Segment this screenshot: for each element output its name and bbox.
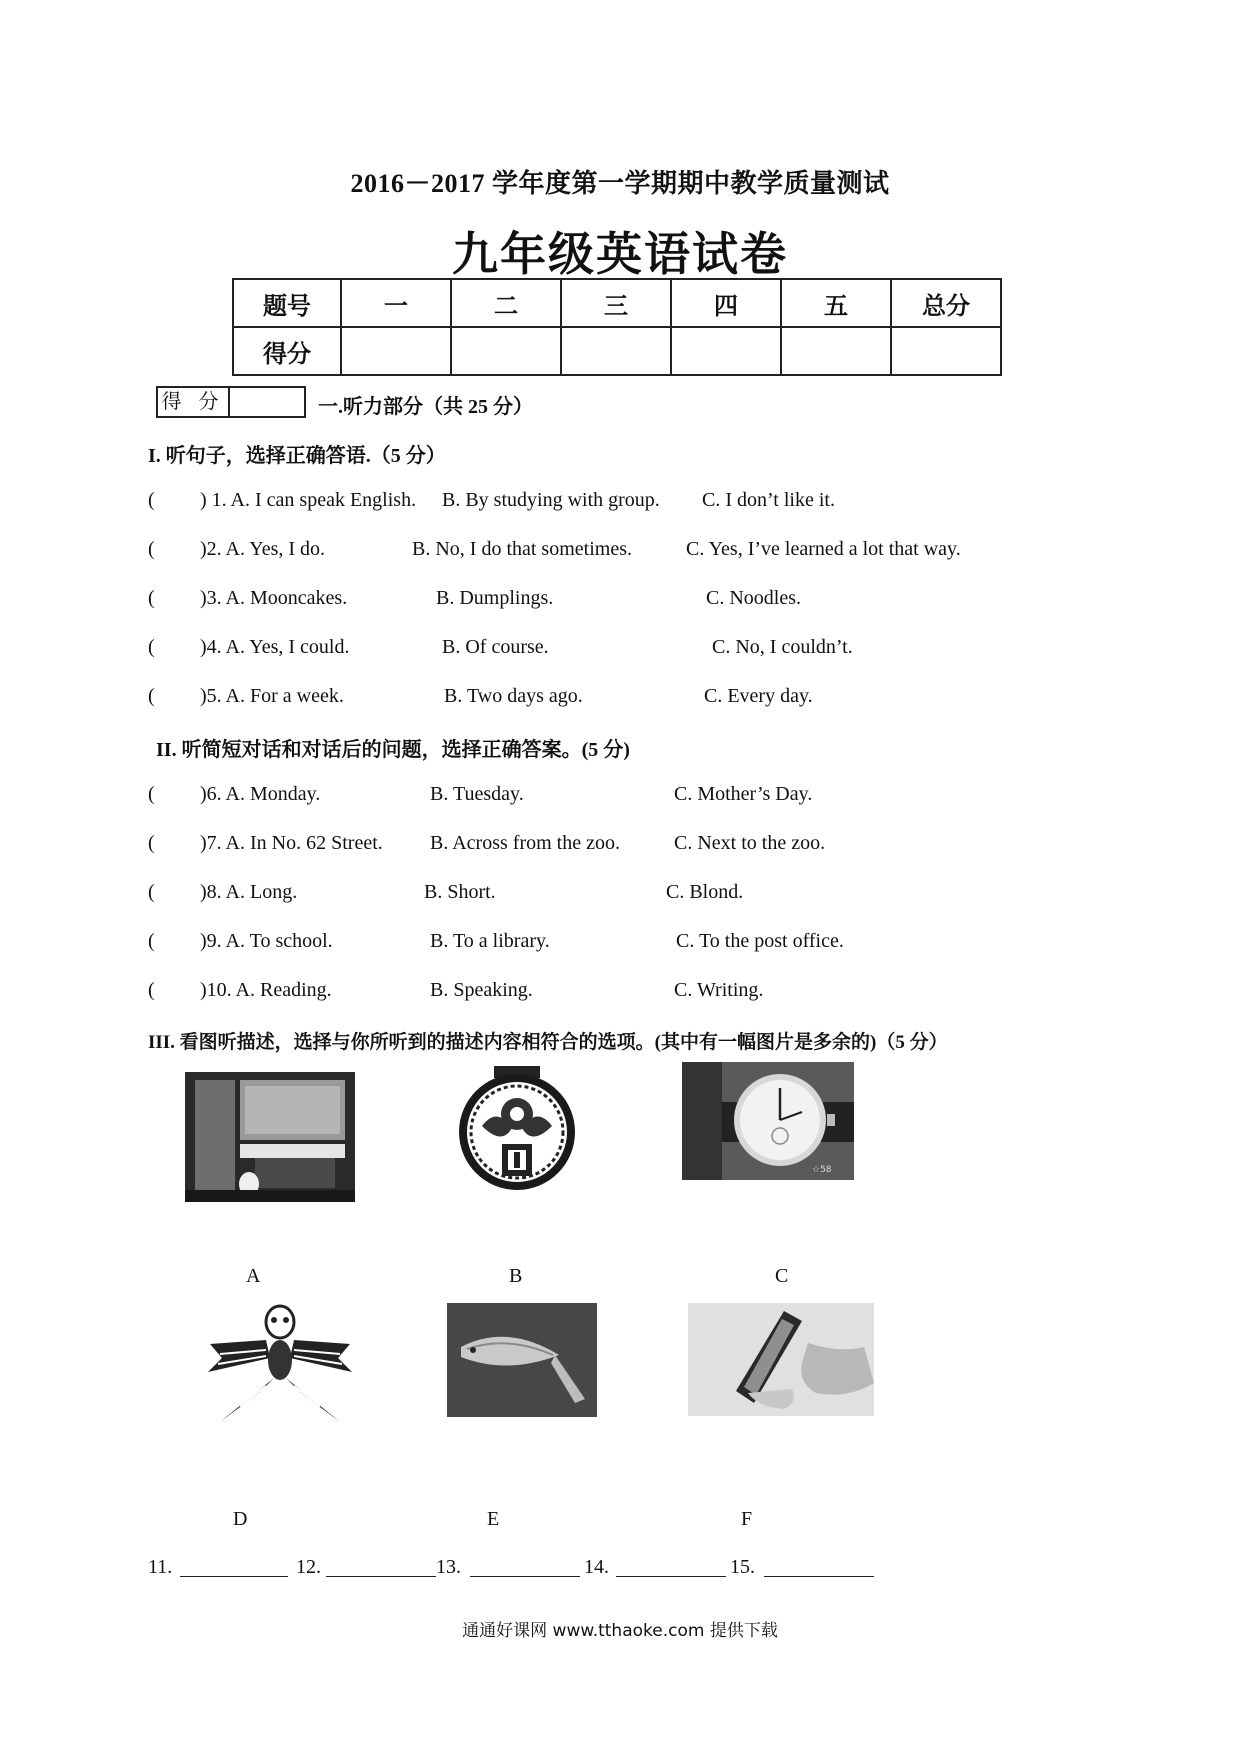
score-input-cell[interactable] [341, 327, 451, 375]
question-6 [148, 783, 813, 806]
option-b: B. Two days ago. [444, 685, 583, 707]
option-b: B. Tuesday. [430, 783, 524, 805]
option-a: )3. A. Mooncakes. [200, 587, 348, 609]
kite-photo [200, 1300, 360, 1430]
option-c: C. Writing. [674, 979, 764, 1001]
blank-label: 15. [730, 1556, 755, 1578]
option-a: )6. A. Monday. [200, 783, 321, 805]
option-b: B. Speaking. [430, 979, 533, 1001]
blank-label: 11. [148, 1556, 173, 1578]
part-score-box[interactable] [156, 386, 306, 418]
score-table-cell: 四 [671, 279, 781, 327]
answer-paren[interactable]: ( [148, 587, 155, 609]
option-b: B. By studying with group. [442, 489, 660, 511]
answer-paren[interactable]: ( [148, 930, 155, 952]
option-b: B. To a library. [430, 930, 550, 952]
section1-title: I. 听句子，选择正确答语.（5 分） [148, 445, 446, 467]
caption-f: F [741, 1508, 753, 1530]
caption-a: A [246, 1265, 261, 1287]
answer-paren[interactable]: ( [148, 881, 155, 903]
score-input-cell[interactable] [561, 327, 671, 375]
answer-paren[interactable]: ( [148, 685, 155, 707]
score-table-cell: 三 [561, 279, 671, 327]
score-table-cell: 二 [451, 279, 561, 327]
option-c: C. I don’t like it. [702, 489, 835, 511]
part-score-label: 得 分 [158, 388, 230, 416]
paper-cut-photo [432, 1066, 602, 1196]
answer-paren[interactable]: ( [148, 832, 155, 854]
option-c: C. Yes, I’ve learned a lot that way. [686, 538, 961, 560]
option-b: B. Dumplings. [436, 587, 554, 609]
option-c: C. Next to the zoo. [674, 832, 826, 854]
fish-photo [447, 1303, 597, 1417]
question-9 [148, 930, 844, 953]
question-5 [148, 685, 813, 708]
option-c: C. Mother’s Day. [674, 783, 813, 805]
answer-blank-13[interactable] [470, 1576, 580, 1577]
question-10 [148, 979, 764, 1002]
answer-paren[interactable]: ( [148, 489, 155, 511]
option-a: )7. A. In No. 62 Street. [200, 832, 383, 854]
option-c: C. Every day. [704, 685, 813, 707]
section3-title: III. 看图听描述，选择与你所听到的描述内容相符合的选项。(其中有一幅图片是多余的)（5 分） [148, 1032, 948, 1053]
part1-title: 一.听力部分（共 25 分） [318, 396, 533, 418]
option-a: )8. A. Long. [200, 881, 298, 903]
option-c: C. Blond. [666, 881, 744, 903]
option-b: B. Short. [424, 881, 496, 903]
score-table-cell: 五 [781, 279, 891, 327]
score-row-label: 得分 [233, 327, 341, 375]
option-b: B. Of course. [442, 636, 549, 658]
option-a: )4. A. Yes, I could. [200, 636, 350, 658]
option-a: )5. A. For a week. [200, 685, 344, 707]
answer-blank-15[interactable] [764, 1576, 874, 1577]
question-1 [148, 489, 835, 512]
option-a: )9. A. To school. [200, 930, 333, 952]
answer-blank-14[interactable] [616, 1576, 726, 1577]
option-c: C. No, I couldn’t. [712, 636, 853, 658]
blank-label: 13. [436, 1556, 461, 1578]
question-2 [148, 538, 961, 561]
answer-paren[interactable]: ( [148, 636, 155, 658]
score-input-cell[interactable] [781, 327, 891, 375]
question-4 [148, 636, 853, 659]
answer-blank-12[interactable] [326, 1576, 436, 1577]
caption-b: B [509, 1265, 523, 1287]
blank-label: 14. [584, 1556, 609, 1578]
svg-text:☆58: ☆58 [812, 1165, 832, 1175]
option-a: )10. A. Reading. [200, 979, 332, 1001]
option-b: B. No, I do that sometimes. [412, 538, 632, 560]
score-table-cell: 总分 [891, 279, 1001, 327]
footer-credit: 通通好课网 www.tthaoke.com 提供下载 [462, 1621, 778, 1641]
watch-photo [682, 1062, 854, 1180]
score-table [232, 278, 1002, 376]
answer-paren[interactable]: ( [148, 979, 155, 1001]
option-c: C. To the post office. [676, 930, 844, 952]
phone-photo [688, 1303, 874, 1416]
blank-label: 12. [296, 1556, 321, 1578]
option-a: ) 1. A. I can speak English. [200, 489, 417, 511]
caption-d: D [233, 1508, 248, 1530]
score-table-cell: 题号 [233, 279, 341, 327]
option-b: B. Across from the zoo. [430, 832, 620, 854]
caption-c: C [775, 1265, 789, 1287]
option-a: )2. A. Yes, I do. [200, 538, 326, 560]
score-table-score-row [233, 327, 1001, 375]
question-8 [148, 881, 744, 904]
question-7 [148, 832, 826, 855]
score-table-header-row [233, 279, 1001, 327]
score-table-cell: 一 [341, 279, 451, 327]
score-input-cell[interactable] [671, 327, 781, 375]
caption-e: E [487, 1508, 500, 1530]
score-input-cell[interactable] [451, 327, 561, 375]
answer-paren[interactable]: ( [148, 783, 155, 805]
exam-title: 九年级英语试卷 [452, 229, 788, 280]
option-c: C. Noodles. [706, 587, 801, 609]
answer-blank-11[interactable] [180, 1576, 288, 1577]
bathroom-photo [185, 1072, 355, 1202]
answer-paren[interactable]: ( [148, 538, 155, 560]
score-input-cell[interactable] [891, 327, 1001, 375]
exam-subtitle: 2016－2017 学年度第一学期期中教学质量测试 [350, 169, 890, 198]
question-3 [148, 587, 801, 610]
section2-title: II. 听简短对话和对话后的问题，选择正确答案。(5 分) [156, 739, 630, 761]
